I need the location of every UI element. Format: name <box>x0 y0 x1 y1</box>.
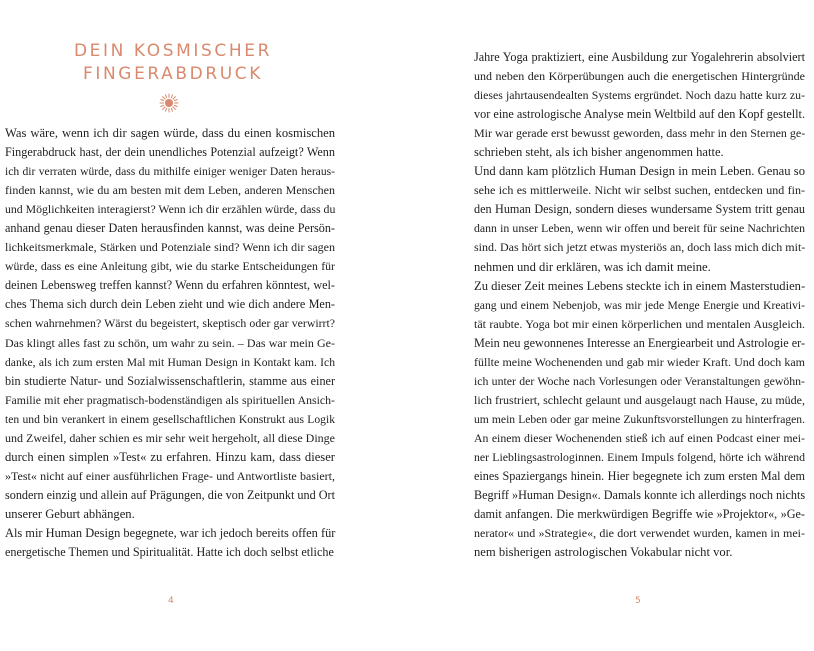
text-line: Was wäre, wenn ich dir sagen würde, dass du einen kosmischen <box>5 126 335 140</box>
text-line: Begriff »Human Design«. Damals konnte ich allerdings noch nichts <box>474 488 806 503</box>
text-line: gang und einem Nebenjob, was mir jede Menge Energie und Kreativi- <box>474 298 805 312</box>
text-line: Zu dieser Zeit meines Lebens steckte ich in einem Masterstudien- <box>474 278 806 293</box>
text-line: Familie mit eher pragmatisch-bodenständigen als spirituellen Ansich- <box>5 392 335 407</box>
text-line: den Human Design, sondern dieses wundersame System tritt genau <box>474 202 805 217</box>
text-line: tät raubte. Yoga bot mir einen körperlichen und mentalen Ausgleich. <box>474 316 805 331</box>
text-line: Und dann kam plötzlich Human Design in mein Leben. Genau so <box>474 164 805 179</box>
text-line: eines Spaziergangs hinein. Hier begegnete ich zum ersten Mal dem <box>474 469 805 484</box>
text-line: nerator« und »Strategie«, die dort verwendet wurden, kamen in mei- <box>474 526 805 541</box>
text-line: lich frustriert, schlecht gelaunt und ausgelaugt nach Hause, zu müde, <box>474 392 805 407</box>
text-line: nehmen und dir erklären, was ich damit meine. <box>474 259 711 274</box>
text-line: und Zweifel, daher schien es mir sehr weit hergeholt, all diese Dinge <box>5 430 336 445</box>
text-line: würde, dass es eine Anleitung gibt, wie du starke Entscheidungen für <box>5 259 335 274</box>
right-page <box>407 0 814 651</box>
text-line: Fingerabdruck hast, der dein unendliches Potenzial aufzeigt? Wenn <box>5 145 335 160</box>
text-line: lichkeitsmerkmale, Stärken und Potenziale sind? Wenn ich dir sagen <box>5 240 335 255</box>
text-line: Mein neu gewonnenes Interesse an Energiearbeit und Astrologie er- <box>474 335 805 350</box>
text-line: unserer Geburt abhängen. <box>5 506 135 521</box>
text-line: Mir war gerade erst bewusst geworden, dass mehr in den Sternen ge- <box>474 126 806 141</box>
right-body-text <box>474 48 805 562</box>
text-line: sind. Das hört sich jetzt etwas mysteriös an, doch lass mich dich mit- <box>474 240 806 255</box>
text-line: ner Lieblingsastrologinnen. Einem Impuls folgend, hörte ich während <box>474 449 805 464</box>
text-line: An einem dieser Wochenenden stieß ich auf einen Podcast einer mei- <box>474 430 805 445</box>
sun-icon <box>159 93 179 113</box>
text-line: ich dir verraten würde, dass du mithilfe einiger weniger Daten heraus- <box>5 165 335 179</box>
chapter-title <box>8 40 338 86</box>
text-line: nem bisherigen astrologischen Vokabular nicht vor. <box>474 545 733 560</box>
text-line: sehe ich es mittlerweile. Nicht wir selbst suchen, entdecken und fin- <box>474 183 805 198</box>
text-line: energetische Themen und Spiritualität. Hatte ich doch selbst etliche <box>5 545 334 560</box>
text-line: danke, als ich zum ersten Mal mit Human Design in Kontakt kam. Ich <box>5 355 335 369</box>
text-line: anhand genau dieser Daten herausfinden kannst, was deine Persön- <box>5 221 335 236</box>
text-line: ten und bin verankert in einem gesellschaftlichen Konstrukt aus Logik <box>5 412 335 426</box>
text-line: durch einen simplen »Test« zu erfahren. Hinzu kam, dass dieser <box>5 449 335 464</box>
text-line: füllte meine Wochenenden und gab mir wieder Kraft. Und doch kam <box>474 354 805 369</box>
text-line: Jahre Yoga praktiziert, eine Ausbildung zur Yogalehrerin absolviert <box>474 50 805 64</box>
chapter-title-line: FINGERABDRUCK <box>82 64 263 84</box>
text-line: finden kannst, wie du am besten mit dem Leben, anderen Menschen <box>5 183 335 198</box>
text-line: sondern einzig und allein auf Prägungen, die von Zeitpunkt und Ort <box>5 487 336 502</box>
text-line: und neben den Körperübungen auch die energetischen Hintergründe <box>474 69 805 84</box>
text-line: deinen Lebensweg treffen kannst? Wenn du erfahren könntest, wel- <box>5 278 335 293</box>
text-line: Als mir Human Design begegnete, war ich jedoch bereits offen für <box>5 525 336 540</box>
text-line: dann in unser Leben, wenn wir offen und bereit für seine Nachrichten <box>474 221 805 236</box>
left-body-text <box>5 124 335 562</box>
text-line: vor eine astrologische Analyse mein Weltbild auf den Kopf gestellt. <box>474 107 805 122</box>
text-line: dieses jahrtausendealten Systems ergründet. Noch dazu hatte kurz zu- <box>474 88 805 103</box>
text-line: und Möglichkeiten interagierst? Wenn ich dir erzählen würde, dass du <box>5 202 336 217</box>
text-line: Das klingt alles fast zu schön, um wahr zu sein. – Das war mein Ge- <box>5 335 335 350</box>
text-line: damit anfangen. Die merkwürdigen Begriffe wie »Projektor«, »Ge- <box>474 507 805 522</box>
text-line: ches Thema sich durch dein Leben zieht und wie dich andere Men- <box>5 297 335 312</box>
page-number: 4 <box>168 596 174 606</box>
chapter-title-line: DEIN KOSMISCHER <box>73 41 273 61</box>
text-line: bin studierte Natur- und Sozialwissenschaftlerin, stamme aus einer <box>5 373 335 388</box>
text-line: schen wahrnehmen? Wärst du begeistert, skeptisch oder gar verwirrt? <box>5 316 335 331</box>
page-number: 5 <box>635 596 641 606</box>
text-line: »Test« nicht auf einer ausführlichen Frage- und Antwortliste basiert, <box>5 468 335 483</box>
text-line: ich unter der Woche nach Vorlesungen oder Veranstaltungen gewöhn- <box>474 373 805 388</box>
text-line: um mein Leben oder gar meine Zukunftsvorstellungen zu hinterfragen. <box>474 412 805 426</box>
text-line: schrieben steht, als ich bisher angenommen hatte. <box>474 145 724 160</box>
